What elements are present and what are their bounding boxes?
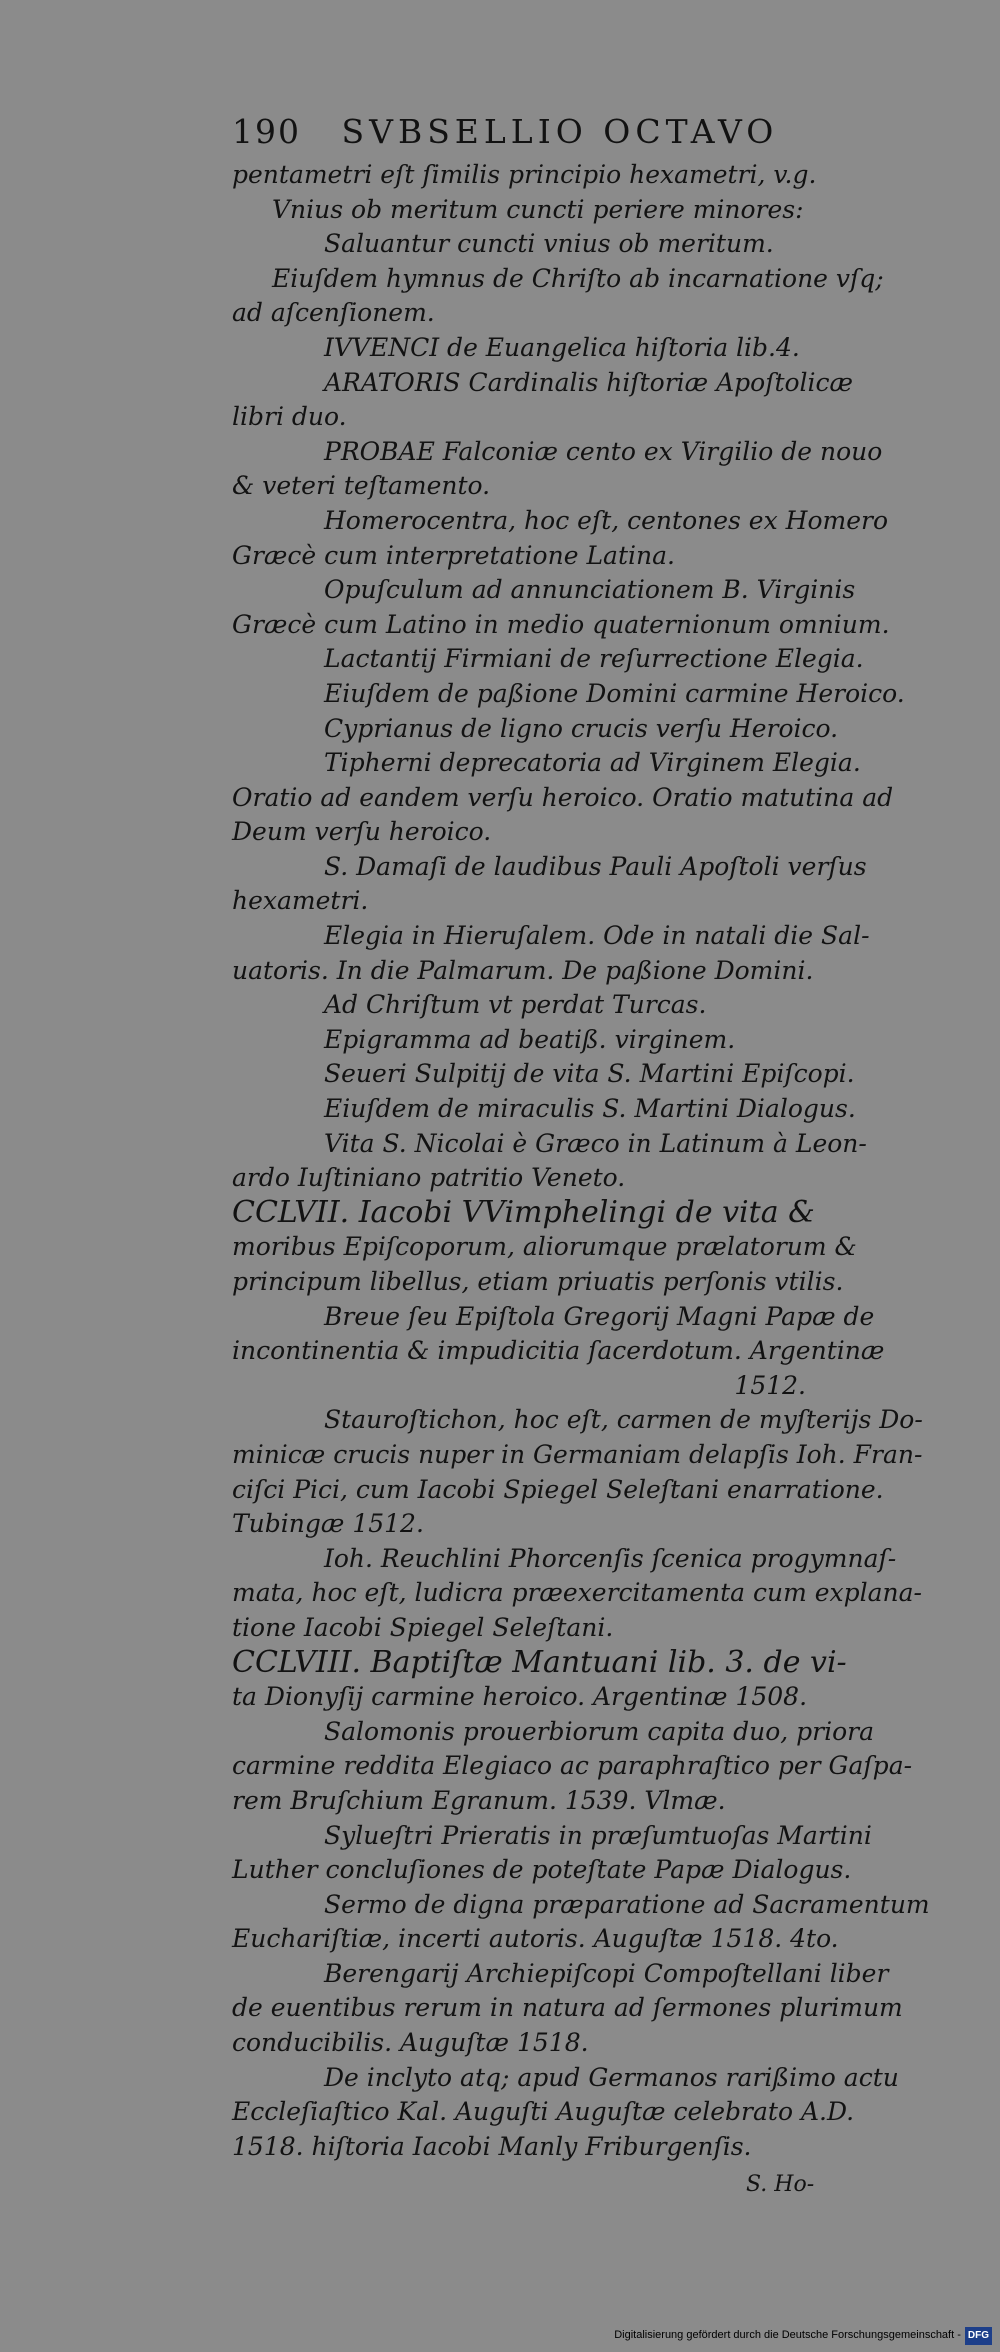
text-line: Ad Chriſtum vt perdat Turcas.: [324, 990, 707, 1020]
text-line: S. Damaſi de laudibus Pauli Apoſtoli verſus: [324, 851, 867, 881]
text-line: Eiuſdem de miraculis S. Martini Dialogus.: [324, 1094, 856, 1124]
text-line: Epigramma ad beatiß. virginem.: [324, 1024, 736, 1054]
text-line: ardo Iuſtiniano patritio Veneto.: [232, 1163, 626, 1193]
text-line: Breue ſeu Epiſtola Gregorij Magni Papæ de: [324, 1301, 875, 1331]
text-line: ta Dionyſij carmine heroico. Argentinæ 1508.: [232, 1682, 808, 1712]
text-line: conducibilis. Auguſtæ 1518.: [232, 2028, 589, 2058]
text-line: ARATORIS Cardinalis hiſtoriæ Apoſtolicæ: [324, 367, 854, 397]
running-title: SVBSELLIO OCTAVO: [341, 112, 779, 151]
text-line: incontinentia & impudicitia ſacerdotum. Argentinæ: [232, 1336, 885, 1366]
catchword: S. Ho-: [746, 2172, 815, 2197]
text-line: CCLVIII. Baptiſtæ Mantuani lib. 3. de vi-: [232, 1644, 847, 1680]
text-line: ad aſcenſionem.: [232, 298, 435, 328]
text-line: rem Bruſchium Egranum. 1539. Vlmæ.: [232, 1785, 726, 1815]
text-line: 1518. hiſtoria Iacobi Manly Friburgenſis.: [232, 2131, 752, 2161]
page-body: [232, 158, 930, 2161]
text-line: Sylueſtri Prieratis in præſumtuoſas Martini: [324, 1820, 872, 1850]
text-line: carmine reddita Elegiaco ac paraphraſtico per Gaſpa-: [232, 1751, 913, 1781]
text-line: Tubingæ 1512.: [232, 1509, 424, 1539]
text-line: ciſci Pici, cum Iacobi Spiegel Seleſtani enarratione.: [232, 1474, 884, 1504]
text-line: Salomonis prouerbiorum capita duo, priora: [324, 1716, 875, 1746]
text-line: Euchariſtiæ, incerti autoris. Auguſtæ 1518. 4to.: [232, 1924, 839, 1954]
text-line: & veteri teſtamento.: [232, 471, 491, 501]
text-line: tione Iacobi Spiegel Seleſtani.: [232, 1612, 614, 1642]
text-line: Berengarij Archiepiſcopi Compoſtellani liber: [324, 1958, 889, 1988]
text-line: Saluantur cuncti vnius ob meritum.: [324, 229, 774, 259]
text-line: Græcè cum Latino in medio quaternionum omnium.: [232, 609, 890, 639]
text-line: Græcè cum interpretatione Latina.: [232, 540, 675, 570]
text-line: Eiuſdem de paßione Domini carmine Heroico.: [324, 678, 905, 708]
text-line: mata, hoc eſt, ludicra præexercitamenta cum explana-: [232, 1578, 922, 1608]
text-line: Deum verſu heroico.: [232, 817, 492, 847]
text-line: hexametri.: [232, 886, 369, 916]
text-line: de euentibus rerum in natura ad ſermones plurimum: [232, 1993, 903, 2023]
text-line: Sermo de digna præparatione ad Sacramentum: [324, 1889, 930, 1919]
text-line: Cyprianus de ligno crucis verſu Heroico.: [324, 713, 839, 743]
text-line: moribus Epiſcoporum, aliorumque prælatorum &: [232, 1232, 857, 1262]
text-line: principum libellus, etiam priuatis perſonis vtilis.: [232, 1267, 844, 1296]
text-line: minicæ crucis nuper in Germaniam delapſis Ioh. Fran-: [232, 1439, 923, 1469]
text-line: Stauroſtichon, hoc eſt, carmen de myſterijs Do-: [324, 1405, 923, 1435]
text-line: Homerocentra, hoc eſt, centones ex Homero: [324, 505, 889, 535]
running-header: [232, 112, 779, 158]
page-number: 190: [232, 112, 301, 151]
text-line: PROBAE Falconiæ cento ex Virgilio de nouo: [324, 436, 883, 466]
text-line: Vnius ob meritum cuncti periere minores:: [272, 194, 804, 224]
text-line: IVVENCI de Euangelica hiſtoria lib.4.: [324, 332, 800, 362]
text-line: Luther concluſiones de poteſtate Papæ Dialogus.: [232, 1855, 852, 1885]
text-line: pentametri eſt ſimilis principio hexametri, v.g.: [232, 160, 817, 189]
footer-credit: Digitalisierung gefördert durch die Deutsche Forschungsgemeinschaft -: [614, 2329, 961, 2341]
digitization-footer: [614, 2326, 992, 2344]
text-line: Oratio ad eandem verſu heroico. Oratio matutina ad: [232, 782, 894, 812]
text-line: Ioh. Reuchlini Phorcenſis ſcenica progymnaſ-: [324, 1543, 897, 1573]
dfg-logo: DFG: [965, 2327, 992, 2345]
text-line: libri duo.: [232, 402, 347, 432]
text-line: Tipherni deprecatoria ad Virginem Elegia.: [324, 748, 861, 778]
text-line: uatoris. In die Palmarum. De paßione Domini.: [232, 955, 814, 985]
text-line: De inclyto atq; apud Germanos rarißimo actu: [324, 2062, 899, 2092]
text-line: Opuſculum ad annunciationem B. Virginis: [324, 575, 856, 605]
text-line: 1512.: [734, 1370, 806, 1400]
text-line: Eiuſdem hymnus de Chriſto ab incarnatione vſq;: [272, 263, 884, 293]
text-line: Vita S. Nicolai è Græco in Latinum à Leon-: [324, 1128, 867, 1158]
text-line: Eccleſiaſtico Kal. Auguſti Auguſtæ celebrato A.D.: [232, 2097, 855, 2127]
text-line: Lactantij Firmiani de reſurrectione Elegia.: [324, 644, 864, 674]
text-line: Elegia in Hieruſalem. Ode in natali die Sal-: [324, 921, 870, 951]
text-line: Seueri Sulpitij de vita S. Martini Epiſcopi.: [324, 1059, 855, 1089]
text-line: CCLVII. Iacobi VVimphelingi de vita &: [232, 1194, 815, 1230]
